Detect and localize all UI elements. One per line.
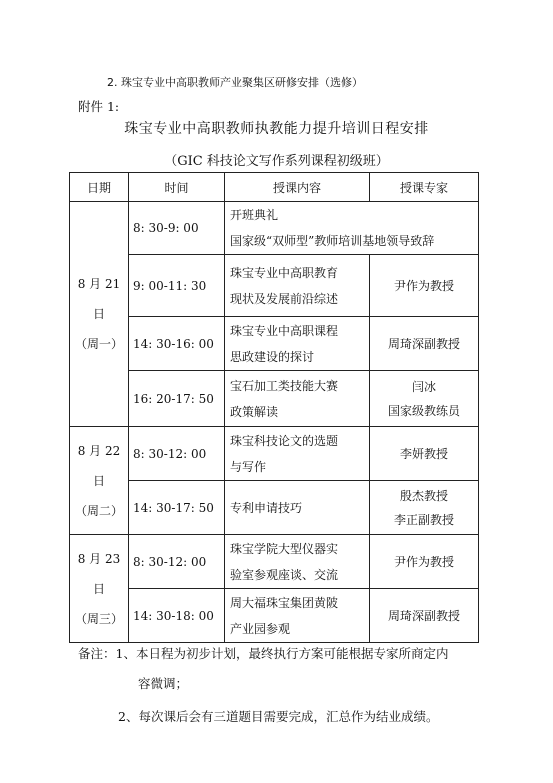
expert-cell bbox=[370, 535, 479, 589]
content-line: 珠宝科技论文的选题 bbox=[230, 433, 339, 448]
date-text: 8 月 23 日 bbox=[77, 551, 121, 596]
time-cell: 14: 30-18: 00 bbox=[129, 589, 225, 643]
content-cell bbox=[225, 371, 370, 427]
content-cell bbox=[225, 535, 370, 589]
schedule-table bbox=[69, 172, 479, 643]
content-line: 现状及发展前沿综述 bbox=[230, 291, 339, 306]
table-row bbox=[70, 317, 479, 371]
content-cell bbox=[225, 481, 370, 535]
page-subtitle: （GIC 科技论文写作系列课程初级班） bbox=[164, 154, 389, 169]
note-line-2: 2、每次课后会有三道题目需要完成，汇总作为结业成绩。 bbox=[118, 709, 439, 724]
weekday-text: （周二） bbox=[74, 503, 123, 518]
expert-name: 周琦深副教授 bbox=[387, 336, 460, 351]
content-line: 国家级“双师型”教师培训基地领导致辞 bbox=[230, 234, 435, 248]
time-cell: 8: 30-12: 00 bbox=[129, 427, 225, 481]
date-cell bbox=[70, 427, 129, 535]
content-cell bbox=[225, 202, 479, 255]
note-line-1: 备注：1、本日程为初步计划，最终执行方案可能根据专家所商定内 bbox=[78, 646, 449, 661]
time-cell: 14: 30-16: 00 bbox=[129, 317, 225, 371]
note-line-1-continued: 容微调； bbox=[138, 676, 189, 691]
expert-cell bbox=[370, 481, 479, 535]
time-cell: 9: 00-11: 30 bbox=[129, 255, 225, 317]
table-header-row bbox=[70, 173, 479, 202]
table-row bbox=[70, 427, 479, 481]
content-line: 产业园参观 bbox=[230, 621, 291, 636]
table-row bbox=[70, 255, 479, 317]
expert-cell bbox=[370, 427, 479, 481]
column-header-date: 日期 bbox=[70, 173, 129, 202]
expert-name: 尹作为教授 bbox=[393, 554, 454, 569]
expert-name: 周琦深副教授 bbox=[387, 608, 460, 623]
time-cell: 8: 30-9: 00 bbox=[129, 202, 225, 255]
page-title: 珠宝专业中高职教师执教能力提升培训日程安排 bbox=[124, 121, 429, 137]
content-line: 专利申请技巧 bbox=[230, 500, 303, 515]
previous-item-line: 2. 珠宝专业中高职教师产业聚集区研修安排（选修） bbox=[107, 76, 363, 89]
content-line: 珠宝专业中高职课程 bbox=[230, 323, 339, 338]
expert-name: 尹作为教授 bbox=[393, 278, 454, 293]
content-line: 周大福珠宝集团黄陂 bbox=[230, 595, 339, 610]
table-row bbox=[70, 535, 479, 589]
expert-name: 李正副教授 bbox=[393, 512, 454, 527]
table-row bbox=[70, 371, 479, 427]
content-cell bbox=[225, 589, 370, 643]
content-line: 珠宝专业中高职教育 bbox=[230, 265, 339, 280]
content-line: 与写作 bbox=[230, 459, 267, 474]
content-line: 宝石加工类技能大赛 bbox=[230, 378, 339, 393]
expert-cell bbox=[370, 589, 479, 643]
expert-name: 殷杰教授 bbox=[399, 488, 448, 503]
time-cell: 14: 30-17: 50 bbox=[129, 481, 225, 535]
content-line: 思政建设的探讨 bbox=[230, 349, 315, 364]
content-line: 验室参观座谈、交流 bbox=[230, 567, 339, 582]
table-row bbox=[70, 202, 479, 255]
content-cell bbox=[225, 317, 370, 371]
content-cell bbox=[225, 255, 370, 317]
expert-cell bbox=[370, 317, 479, 371]
date-cell bbox=[70, 202, 129, 427]
attachment-label: 附件 1: bbox=[78, 99, 120, 114]
time-cell: 16: 20-17: 50 bbox=[129, 371, 225, 427]
expert-name: 闫冰 bbox=[411, 379, 436, 394]
table-row bbox=[70, 589, 479, 643]
weekday-text: （周一） bbox=[74, 337, 123, 351]
content-cell bbox=[225, 427, 370, 481]
date-text: 8 月 22 日 bbox=[77, 443, 121, 488]
content-line: 珠宝学院大型仪器实 bbox=[230, 541, 339, 556]
column-header-content: 授课内容 bbox=[225, 173, 370, 202]
expert-cell bbox=[370, 371, 479, 427]
table-row bbox=[70, 481, 479, 535]
column-header-time: 时间 bbox=[129, 173, 225, 202]
date-text: 8 月 21 日 bbox=[77, 277, 121, 321]
column-header-expert: 授课专家 bbox=[370, 173, 479, 202]
expert-name: 李妍教授 bbox=[399, 446, 448, 461]
content-line: 政策解读 bbox=[230, 404, 279, 419]
weekday-text: （周三） bbox=[74, 611, 123, 626]
time-cell: 8: 30-12: 00 bbox=[129, 535, 225, 589]
date-cell bbox=[70, 535, 129, 643]
content-line: 开班典礼 bbox=[230, 208, 279, 222]
expert-title: 国家级教练员 bbox=[387, 403, 460, 418]
expert-cell bbox=[370, 255, 479, 317]
